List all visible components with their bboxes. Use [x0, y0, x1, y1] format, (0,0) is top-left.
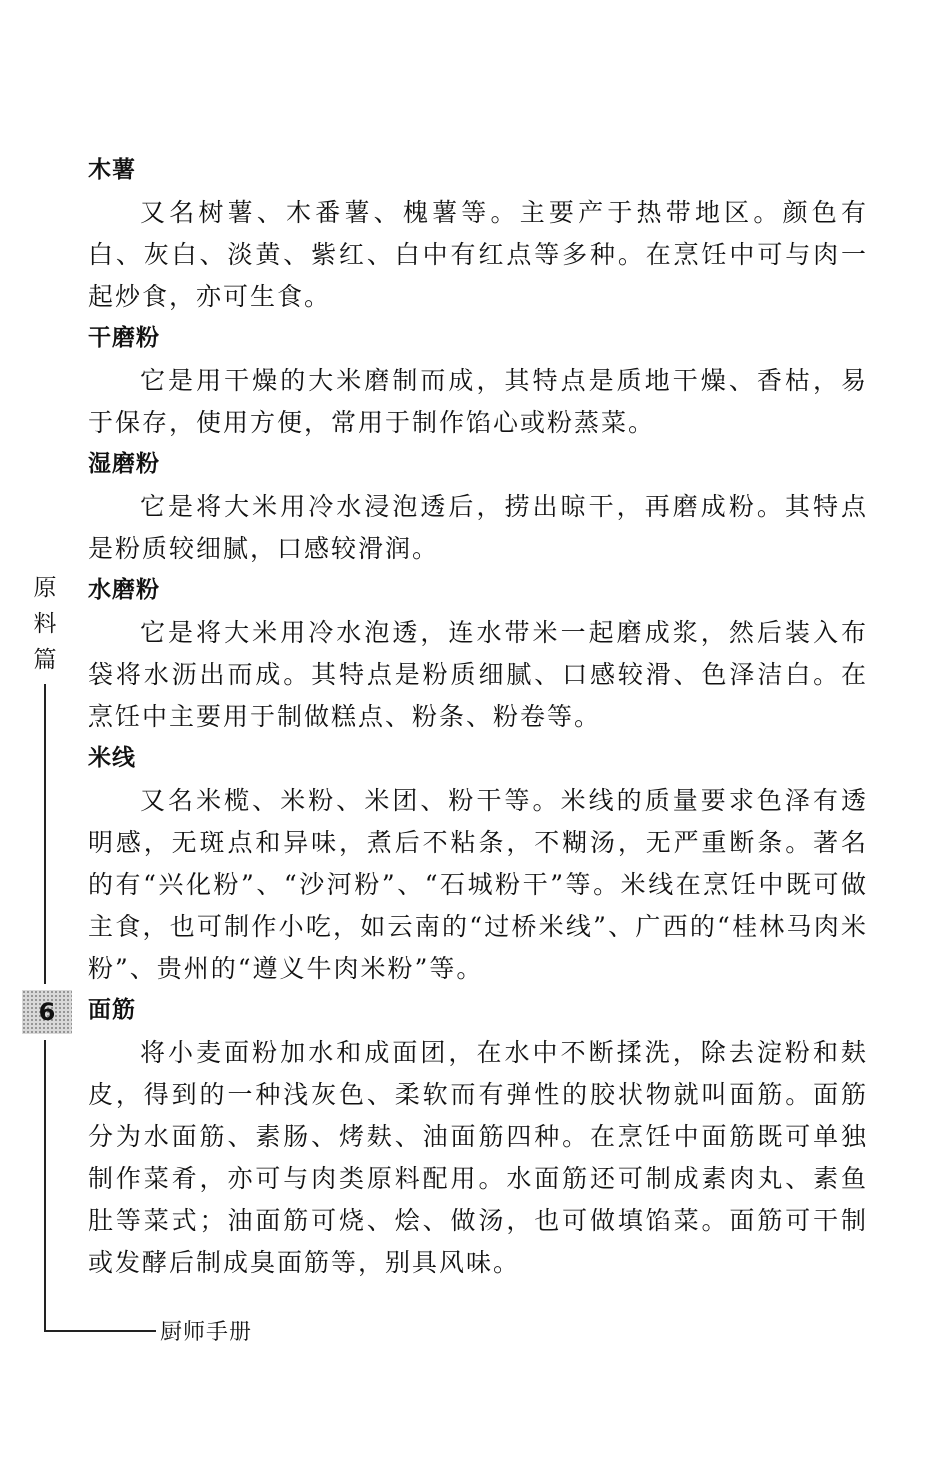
entry-wet-ground-flour: [88, 449, 868, 570]
entry-text: 将小麦面粉加水和成面团，在水中不断揉洗，除去淀粉和麸皮，得到的一种浅灰色、柔软而有弹性的胶状物就叫面筋。面筋分为水面筋、素肠、烤麸、油面筋四种。在烹饪中面筋既可单独制作菜肴，亦可与肉类原料配用。水面筋还可制成素肉丸、素鱼肚等菜式；油面筋可烧、烩、做汤，也可做填馅菜。面筋可干制或发酵后制成臭面筋等，别具风味。: [88, 1038, 868, 1277]
margin-rule-lower: [44, 1040, 46, 1332]
section-side-label: [30, 570, 60, 678]
margin-rule-upper: [44, 684, 46, 984]
side-label-char: 原: [33, 575, 57, 601]
entry-rice-noodles: [88, 743, 868, 990]
footer-book-title: 厨师手册: [160, 1320, 253, 1345]
page-number: 6: [22, 990, 72, 1034]
entry-title: 水磨粉: [88, 577, 160, 603]
entry-title: 湿磨粉: [88, 451, 160, 477]
entry-text: 它是将大米用冷水泡透，连水带米一起磨成浆，然后装入布袋将水沥出而成。其特点是粉质细腻、口感较滑、色泽洁白。在烹饪中主要用于制做糕点、粉条、粉卷等。: [88, 618, 868, 731]
entry-cassava: [88, 155, 868, 318]
entry-text: 它是用干燥的大米磨制而成，其特点是质地干燥、香枯，易于保存，使用方便，常用于制作馅心或粉蒸菜。: [88, 366, 868, 437]
entry-water-ground-flour: [88, 575, 868, 738]
entry-text: 又名米榄、米粉、米团、粉干等。米线的质量要求色泽有透明感，无斑点和异味，煮后不粘条，不糊汤，无严重断条。著名的有“兴化粉”、“沙河粉”、“石城粉干”等。米线在烹饪中既可做主食，也可制作小吃，如云南的“过桥米线”、广西的“桂林马肉米粉”、贵州的“遵义牛肉米粉”等。: [88, 786, 868, 983]
entry-title: 干磨粉: [88, 325, 160, 351]
entry-dry-ground-flour: [88, 323, 868, 444]
entry-gluten: [88, 995, 868, 1284]
side-label-char: 料: [33, 611, 57, 637]
page-body: [88, 150, 868, 1284]
entry-title: 面筋: [88, 997, 136, 1023]
entry-title: 米线: [88, 745, 136, 771]
side-label-char: 篇: [33, 647, 57, 673]
entry-title: 木薯: [88, 157, 136, 183]
footer-rule: [44, 1330, 156, 1332]
entry-text: 它是将大米用冷水浸泡透后，捞出晾干，再磨成粉。其特点是粉质较细腻，口感较滑润。: [88, 492, 868, 563]
entry-text: 又名树薯、木番薯、槐薯等。主要产于热带地区。颜色有白、灰白、淡黄、紫红、白中有红点等多种。在烹饪中可与肉一起炒食，亦可生食。: [88, 198, 868, 311]
